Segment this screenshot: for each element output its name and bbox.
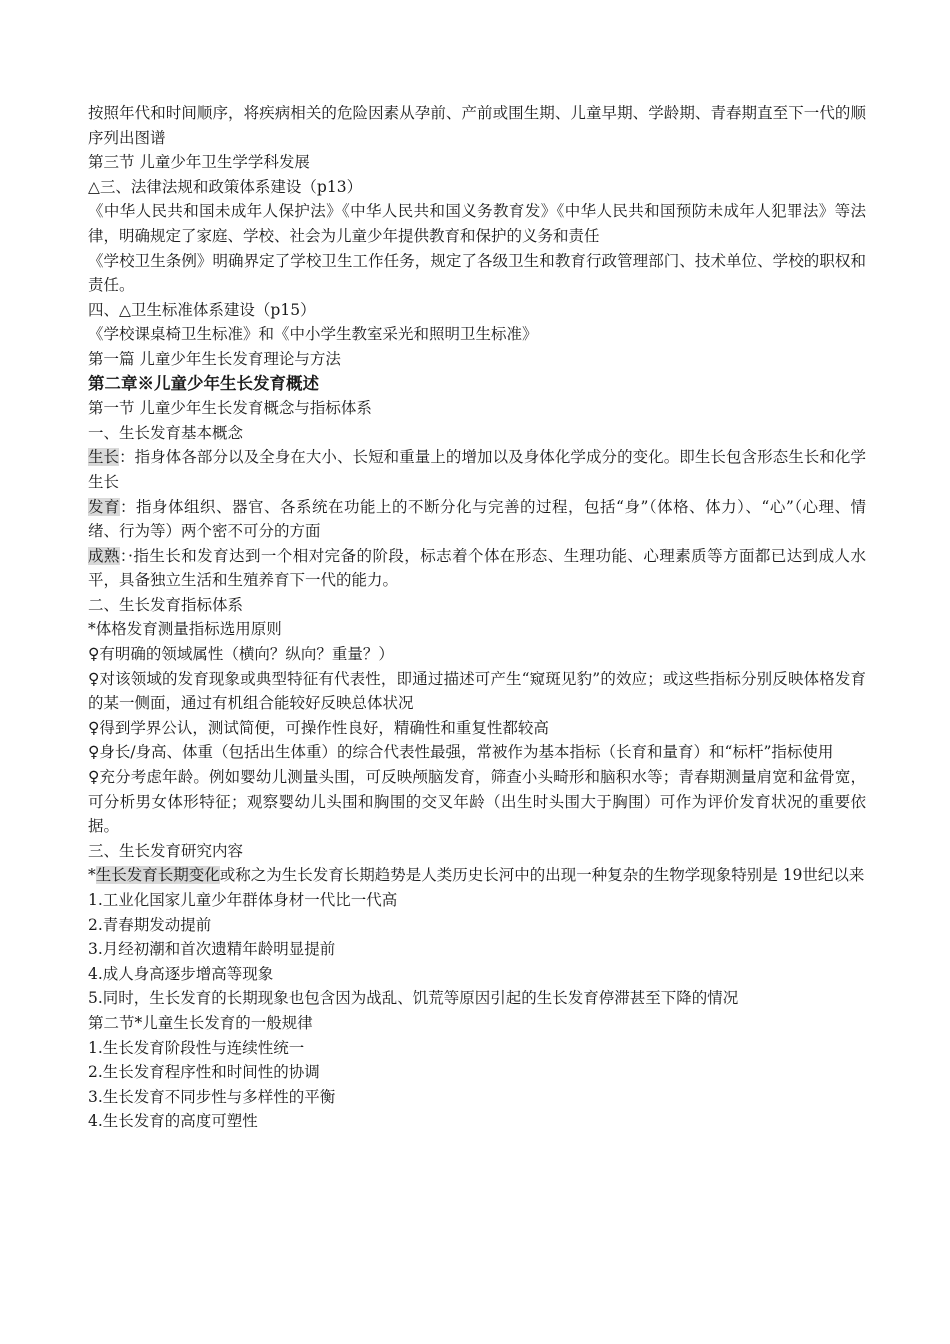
- paragraph-standards: 《学校课桌椅卫生标准》和《中小学生教室采光和照明卫生标准》: [88, 325, 538, 344]
- term-highlight: 生长: [88, 448, 120, 467]
- subheading-indicator-system: 二、生长发育指标体系: [88, 595, 244, 614]
- principle-item: ♀充分考虑年龄。例如婴幼儿测量头围，可反映颅脑发育，筛查小头畸形和脑积水等；青春期测量肩宽和盆骨宽，可分析男女体形特征；观察婴幼儿头围和胸围的交叉年龄（出生时头围大于胸围）可作为评价发育状况的重要依据。: [88, 768, 866, 836]
- list-item: 2.生长发育程序性和时间性的协调: [88, 1063, 320, 1082]
- list-item: 3.月经初潮和首次遗精年龄明显提前: [88, 940, 336, 959]
- paragraph-laws: 《中华人民共和国未成年人保护法》《中华人民共和国义务教育发》《中华人民共和国预防未成年人犯罪法》等法律，明确规定了家庭、学校、社会为儿童少年提供教育和保护的义务和责任: [88, 202, 866, 245]
- subheading-basic-concepts: 一、生长发育基本概念: [88, 423, 244, 442]
- definition-growth: [88, 445, 866, 494]
- term-highlight: 生长发育长期变化: [95, 866, 220, 885]
- document-page: [88, 101, 866, 1134]
- asterisk-marker: *: [88, 866, 96, 885]
- list-item: 4.生长发育的高度可塑性: [88, 1112, 258, 1131]
- term-highlight: 发育: [88, 497, 121, 516]
- paragraph-risk-factors: 按照年代和时间顺序，将疾病相关的危险因素从孕前、产前或围生期、儿童早期、学龄期、青春期直至下一代的顺序列出图谱: [88, 104, 866, 147]
- section-heading-3: 第三节 儿童少年卫生学学科发展: [88, 153, 310, 172]
- paragraph-text: 或称之为生长发育长期趋势是人类历史长河中的出现一种复杂的生物学现象特别是 19世纪以来: [219, 866, 865, 885]
- chapter-heading-2: 第二章※儿童少年生长发育概述: [88, 373, 319, 393]
- paragraph-secular-trend: [88, 863, 866, 888]
- subheading-research-content: 三、生长发育研究内容: [88, 841, 244, 860]
- list-item: 4.成人身高逐步增高等现象: [88, 964, 274, 983]
- subheading-standards: 四、△卫生标准体系建设（p15）: [88, 300, 316, 319]
- definition-text: ：指身体组织、器官、各系统在功能上的不断分化与完善的过程，包括“身”（体格、体力）、“心”（心理、情绪、行为等）两个密不可分的方面: [88, 497, 866, 541]
- term-highlight: 成熟: [88, 546, 120, 565]
- definition-text: ：指身体各部分以及全身在大小、长短和重量上的增加以及身体化学成分的变化。即生长包含形态生长和化学生长: [88, 448, 866, 491]
- section-heading-1: 第一节 儿童少年生长发育概念与指标体系: [88, 399, 372, 418]
- principle-item: ♀身长/身高、体重（包括出生体重）的综合代表性最强，常被作为基本指标（长育和量育）和“标杆”指标使用: [88, 743, 834, 762]
- list-item: 1.生长发育阶段性与连续性统一: [88, 1038, 305, 1057]
- subheading-laws: △三、法律法规和政策体系建设（p13）: [88, 177, 363, 196]
- list-item: 5.同时，生长发育的长期现象也包含因为战乱、饥荒等原因引起的生长发育停滞甚至下降的情况: [88, 989, 739, 1008]
- list-item: 2.青春期发动提前: [88, 915, 212, 934]
- section-heading-2: 第二节*儿童生长发育的一般规律: [88, 1013, 313, 1032]
- subheading-selection-principles: *体格发育测量指标选用原则: [88, 620, 282, 639]
- part-heading-1: 第一篇 儿童少年生长发育理论与方法: [88, 349, 341, 368]
- principle-item: ♀对该领域的发育现象或典型特征有代表性，即通过描述可产生“窥斑见豹”的效应；或这些指标分别反映体格发育的某一侧面，通过有机组合能较好反映总体状况: [88, 669, 866, 713]
- principle-item: ♀有明确的领域属性（横向？纵向？重量？）: [88, 645, 394, 664]
- principle-item: ♀得到学界公认，测试简便，可操作性良好，精确性和重复性都较高: [88, 718, 549, 737]
- list-item: 3.生长发育不同步性与多样性的平衡: [88, 1087, 336, 1106]
- definition-text: ：·指生长和发育达到一个相对完备的阶段，标志着个体在形态、生理功能、心理素质等方面都已达到成人水平，具备独立生活和生殖养育下一代的能力。: [88, 546, 866, 590]
- definition-maturity: [88, 544, 866, 593]
- list-item: 1.工业化国家儿童少年群体身材一代比一代高: [88, 891, 398, 909]
- definition-development: [88, 495, 866, 544]
- paragraph-school-regulation: 《学校卫生条例》明确界定了学校卫生工作任务，规定了各级卫生和教育行政管理部门、技术单位、学校的职权和责任。: [88, 251, 866, 295]
